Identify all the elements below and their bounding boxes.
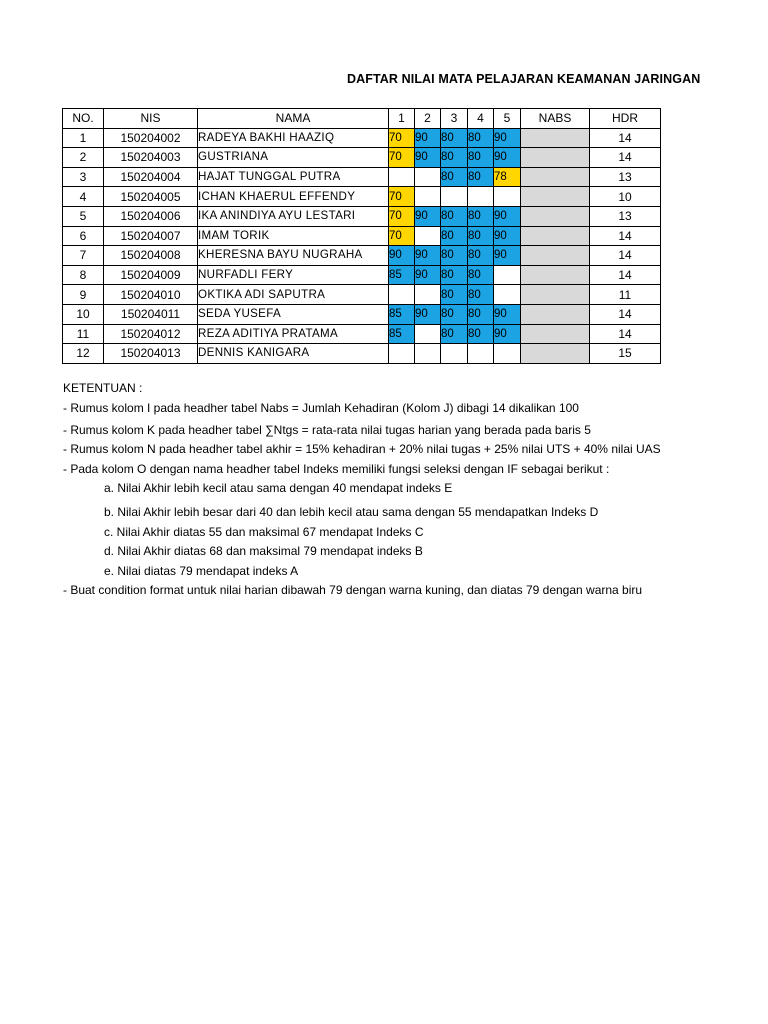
cell-no[interactable]: 2 xyxy=(63,148,104,168)
cell-nis[interactable]: 150204010 xyxy=(104,285,198,305)
cell-nabs[interactable] xyxy=(521,206,590,226)
cell-score-5[interactable]: 90 xyxy=(494,128,521,148)
cell-score-4[interactable]: 80 xyxy=(468,167,494,187)
cell-score-2[interactable] xyxy=(415,344,441,364)
note-line: - Rumus kolom I pada headher tabel Nabs = Jumlah Kehadiran (Kolom J) dibagi 14 dikalikan 100 xyxy=(63,401,579,415)
cell-nis[interactable]: 150204006 xyxy=(104,206,198,226)
cell-score-3[interactable]: 80 xyxy=(441,226,468,246)
cell-score-1[interactable]: 85 xyxy=(389,265,415,285)
cell-score-4[interactable] xyxy=(468,187,494,207)
cell-score-5[interactable] xyxy=(494,344,521,364)
note-sub-line: c. Nilai Akhir diatas 55 dan maksimal 67 mendapat Indeks C xyxy=(104,525,424,539)
cell-no[interactable]: 5 xyxy=(63,206,104,226)
header-score-3[interactable]: 3 xyxy=(441,109,468,129)
cell-score-4[interactable] xyxy=(468,344,494,364)
cell-score-5[interactable]: 90 xyxy=(494,148,521,168)
cell-score-2[interactable] xyxy=(415,324,441,344)
cell-nabs[interactable] xyxy=(521,187,590,207)
cell-score-1[interactable]: 85 xyxy=(389,324,415,344)
cell-score-3[interactable]: 80 xyxy=(441,128,468,148)
note-sub-line: b. Nilai Akhir lebih besar dari 40 dan lebih kecil atau sama dengan 55 mendapatkan Indeks D xyxy=(104,505,599,519)
cell-score-1[interactable]: 70 xyxy=(389,206,415,226)
table-row xyxy=(63,187,661,207)
cell-score-1[interactable]: 70 xyxy=(389,226,415,246)
cell-hdr[interactable]: 14 xyxy=(590,226,661,246)
cell-score-2[interactable]: 90 xyxy=(415,148,441,168)
cell-score-4[interactable]: 80 xyxy=(468,285,494,305)
note-line: - Buat condition format untuk nilai harian dibawah 79 dengan warna kuning, dan diatas 79 dengan warna biru xyxy=(63,583,643,597)
cell-score-1[interactable]: 70 xyxy=(389,148,415,168)
header-row xyxy=(63,109,661,129)
cell-score-2[interactable]: 90 xyxy=(415,246,441,266)
cell-score-5[interactable]: 90 xyxy=(494,206,521,226)
header-score-4[interactable]: 4 xyxy=(468,109,494,129)
cell-score-2[interactable]: 90 xyxy=(415,206,441,226)
cell-score-4[interactable]: 80 xyxy=(468,324,494,344)
cell-hdr[interactable]: 14 xyxy=(590,128,661,148)
cell-hdr[interactable]: 14 xyxy=(590,304,661,324)
cell-no[interactable]: 12 xyxy=(63,344,104,364)
cell-hdr[interactable]: 14 xyxy=(590,246,661,266)
table-body xyxy=(63,128,661,363)
cell-no[interactable]: 1 xyxy=(63,128,104,148)
cell-nabs[interactable] xyxy=(521,148,590,168)
cell-score-1[interactable]: 85 xyxy=(389,304,415,324)
cell-score-2[interactable] xyxy=(415,226,441,246)
cell-score-2[interactable] xyxy=(415,167,441,187)
cell-score-5[interactable]: 78 xyxy=(494,167,521,187)
cell-score-1[interactable]: 70 xyxy=(389,187,415,207)
cell-hdr[interactable]: 14 xyxy=(590,265,661,285)
cell-score-4[interactable]: 80 xyxy=(468,265,494,285)
cell-no[interactable]: 4 xyxy=(63,187,104,207)
header-nama[interactable]: NAMA xyxy=(198,109,389,129)
cell-nabs[interactable] xyxy=(521,226,590,246)
cell-score-4[interactable]: 80 xyxy=(468,148,494,168)
cell-nama[interactable]: HAJAT TUNGGAL PUTRA xyxy=(198,167,389,187)
cell-nis[interactable]: 150204007 xyxy=(104,226,198,246)
note-line: - Pada kolom O dengan nama headher tabel Indeks memiliki fungsi seleksi dengan IF sebagai berikut : xyxy=(63,462,610,476)
cell-nabs[interactable] xyxy=(521,285,590,305)
cell-score-5[interactable]: 90 xyxy=(494,226,521,246)
cell-score-4[interactable]: 80 xyxy=(468,206,494,226)
cell-score-2[interactable] xyxy=(415,285,441,305)
cell-nabs[interactable] xyxy=(521,344,590,364)
cell-hdr[interactable]: 11 xyxy=(590,285,661,305)
cell-score-4[interactable]: 80 xyxy=(468,226,494,246)
cell-nis[interactable]: 150204005 xyxy=(104,187,198,207)
cell-nama[interactable]: RADEYA BAKHI HAAZIQ xyxy=(198,128,389,148)
table-row xyxy=(63,167,661,187)
cell-nama[interactable]: GUSTRIANA xyxy=(198,148,389,168)
cell-score-1[interactable] xyxy=(389,285,415,305)
header-no[interactable]: NO. xyxy=(63,109,104,129)
cell-score-3[interactable]: 80 xyxy=(441,324,468,344)
cell-score-2[interactable]: 90 xyxy=(415,265,441,285)
cell-nabs[interactable] xyxy=(521,128,590,148)
cell-score-1[interactable] xyxy=(389,344,415,364)
cell-score-3[interactable] xyxy=(441,344,468,364)
cell-score-3[interactable]: 80 xyxy=(441,265,468,285)
cell-nabs[interactable] xyxy=(521,246,590,266)
cell-nama[interactable]: DENNIS KANIGARA xyxy=(198,344,389,364)
cell-no[interactable]: 3 xyxy=(63,167,104,187)
header-nis[interactable]: NIS xyxy=(104,109,198,129)
cell-nis[interactable]: 150204008 xyxy=(104,246,198,266)
cell-nis[interactable]: 150204012 xyxy=(104,324,198,344)
table-row xyxy=(63,128,661,148)
cell-score-1[interactable]: 90 xyxy=(389,246,415,266)
cell-hdr[interactable]: 15 xyxy=(590,344,661,364)
note-sub-line: a. Nilai Akhir lebih kecil atau sama dengan 40 mendapat indeks E xyxy=(104,481,453,495)
header-score-5[interactable]: 5 xyxy=(494,109,521,129)
table-row xyxy=(63,226,661,246)
header-score-2[interactable]: 2 xyxy=(415,109,441,129)
cell-nabs[interactable] xyxy=(521,324,590,344)
cell-score-5[interactable] xyxy=(494,187,521,207)
notes-heading: KETENTUAN : xyxy=(63,381,143,395)
cell-score-3[interactable]: 80 xyxy=(441,285,468,305)
cell-score-3[interactable]: 80 xyxy=(441,167,468,187)
cell-score-5[interactable] xyxy=(494,285,521,305)
cell-no[interactable]: 8 xyxy=(63,265,104,285)
table-row xyxy=(63,344,661,364)
cell-score-5[interactable]: 90 xyxy=(494,246,521,266)
table-row xyxy=(63,265,661,285)
cell-nis[interactable]: 150204002 xyxy=(104,128,198,148)
cell-score-3[interactable]: 80 xyxy=(441,246,468,266)
header-hdr[interactable]: HDR xyxy=(590,109,661,129)
cell-no[interactable]: 11 xyxy=(63,324,104,344)
cell-hdr[interactable]: 13 xyxy=(590,167,661,187)
cell-nama[interactable]: ICHAN KHAERUL EFFENDY xyxy=(198,187,389,207)
cell-nama[interactable]: IKA ANINDIYA AYU LESTARI xyxy=(198,206,389,226)
cell-score-5[interactable] xyxy=(494,265,521,285)
note-sub-line: d. Nilai Akhir diatas 68 dan maksimal 79 mendapat indeks B xyxy=(104,544,423,558)
note-line: - Rumus kolom N pada headher tabel akhir = 15% kehadiran + 20% nilai tugas + 25% nilai UTS + 40% nilai UAS xyxy=(63,442,661,456)
cell-score-3[interactable] xyxy=(441,187,468,207)
cell-score-2[interactable]: 90 xyxy=(415,128,441,148)
cell-score-5[interactable]: 90 xyxy=(494,304,521,324)
note-line: - Rumus kolom K pada headher tabel ∑Ntgs = rata-rata nilai tugas harian yang berada pada baris 5 xyxy=(63,423,591,437)
cell-nama[interactable]: SEDA YUSEFA xyxy=(198,304,389,324)
cell-nis[interactable]: 150204011 xyxy=(104,304,198,324)
table-row xyxy=(63,148,661,168)
cell-score-4[interactable]: 80 xyxy=(468,304,494,324)
sheet-title: DAFTAR NILAI MATA PELAJARAN KEAMANAN JARINGAN xyxy=(347,72,701,86)
cell-score-2[interactable] xyxy=(415,187,441,207)
cell-nis[interactable]: 150204013 xyxy=(104,344,198,364)
table-row xyxy=(63,324,661,344)
cell-no[interactable]: 10 xyxy=(63,304,104,324)
cell-nama[interactable]: KHERESNA BAYU NUGRAHA xyxy=(198,246,389,266)
header-nabs[interactable]: NABS xyxy=(521,109,590,129)
note-sub-line: e. Nilai diatas 79 mendapat indeks A xyxy=(104,564,299,578)
cell-nama[interactable]: REZA ADITIYA PRATAMA xyxy=(198,324,389,344)
cell-no[interactable]: 7 xyxy=(63,246,104,266)
cell-score-4[interactable]: 80 xyxy=(468,246,494,266)
cell-score-3[interactable]: 80 xyxy=(441,206,468,226)
cell-score-1[interactable]: 70 xyxy=(389,128,415,148)
cell-score-2[interactable]: 90 xyxy=(415,304,441,324)
cell-nis[interactable]: 150204003 xyxy=(104,148,198,168)
cell-nama[interactable]: NURFADLI FERY xyxy=(198,265,389,285)
cell-hdr[interactable]: 14 xyxy=(590,148,661,168)
cell-nabs[interactable] xyxy=(521,265,590,285)
cell-no[interactable]: 6 xyxy=(63,226,104,246)
cell-score-4[interactable]: 80 xyxy=(468,128,494,148)
cell-nama[interactable]: IMAM TORIK xyxy=(198,226,389,246)
cell-hdr[interactable]: 13 xyxy=(590,206,661,226)
cell-hdr[interactable]: 14 xyxy=(590,324,661,344)
table-row xyxy=(63,246,661,266)
cell-nama[interactable]: OKTIKA ADI SAPUTRA xyxy=(198,285,389,305)
cell-nis[interactable]: 150204004 xyxy=(104,167,198,187)
table-row xyxy=(63,206,661,226)
cell-no[interactable]: 9 xyxy=(63,285,104,305)
cell-score-3[interactable]: 80 xyxy=(441,148,468,168)
cell-score-5[interactable]: 90 xyxy=(494,324,521,344)
table-row xyxy=(63,304,661,324)
cell-nabs[interactable] xyxy=(521,304,590,324)
cell-hdr[interactable]: 10 xyxy=(590,187,661,207)
header-score-1[interactable]: 1 xyxy=(389,109,415,129)
cell-nis[interactable]: 150204009 xyxy=(104,265,198,285)
cell-nabs[interactable] xyxy=(521,167,590,187)
cell-score-1[interactable] xyxy=(389,167,415,187)
table-row xyxy=(63,285,661,305)
cell-score-3[interactable]: 80 xyxy=(441,304,468,324)
grade-table xyxy=(62,108,661,364)
